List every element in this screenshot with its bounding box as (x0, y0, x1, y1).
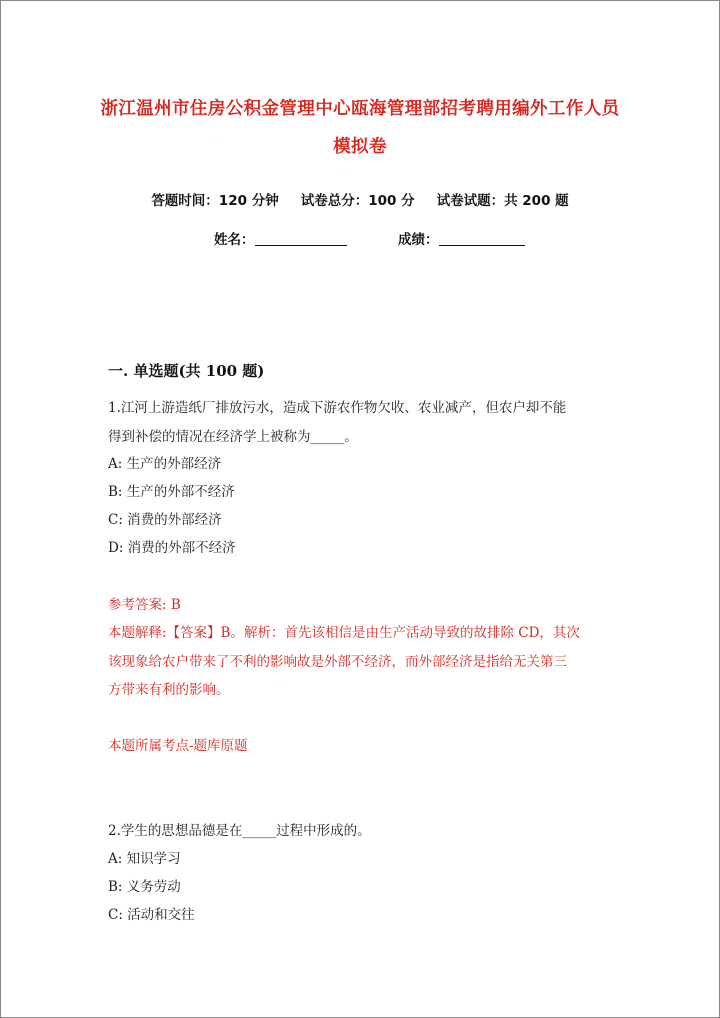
q2-stem: 2.学生的思想品德是在_____过程中形成的。 (108, 823, 371, 839)
exam-question-count: 试卷试题：共 200 题 (436, 193, 569, 209)
q2-option-b: B: 义务劳动 (108, 879, 181, 895)
q1-explanation-line-1: 本题解释:【答案】B。解析：首先该相信是由生产活动导致的故排除 CD，其次 (108, 625, 580, 641)
exam-time: 答题时间：120 分钟 (151, 193, 279, 209)
exam-title-line-2: 模拟卷 (333, 137, 387, 157)
q1-stem-line-2: 得到补偿的情况在经济学上被称为_____。 (108, 429, 358, 445)
q1-source: 本题所属考点-题库原题 (108, 738, 248, 754)
q2-option-a: A: 知识学习 (108, 851, 181, 867)
q1-option-d: D: 消费的外部不经济 (108, 540, 236, 556)
q1-stem-line-1: 1.江河上游造纸厂排放污水，造成下游农作物欠收、农业减产，但农户却不能 (108, 400, 567, 416)
q1-option-c: C: 消费的外部经济 (108, 512, 222, 528)
name-blank (255, 231, 347, 246)
exam-meta (0, 189, 720, 209)
q1-option-b: B: 生产的外部不经济 (108, 484, 235, 500)
exam-total-score: 试卷总分：100 分 (300, 193, 415, 209)
q1-option-a: A: 生产的外部经济 (108, 456, 222, 472)
q1-answer: 参考答案: B (108, 597, 181, 613)
q1-explanation-line-2: 该现象给农户带来了不利的影响故是外部不经济，而外部经济是指给无关第三 (108, 654, 567, 670)
name-field (214, 228, 347, 248)
score-label: 成绩： (398, 232, 439, 248)
score-blank (439, 231, 525, 246)
name-label: 姓名： (214, 232, 255, 248)
exam-title-line-1: 浙江温州市住房公积金管理中心瓯海管理部招考聘用编外工作人员 (100, 99, 620, 119)
score-field (398, 228, 525, 248)
q2-option-c: C: 活动和交往 (108, 907, 195, 923)
q1-explanation-line-3: 方带来有利的影响。 (108, 682, 230, 698)
section-heading: 一. 单选题(共 100 题) (108, 362, 265, 380)
